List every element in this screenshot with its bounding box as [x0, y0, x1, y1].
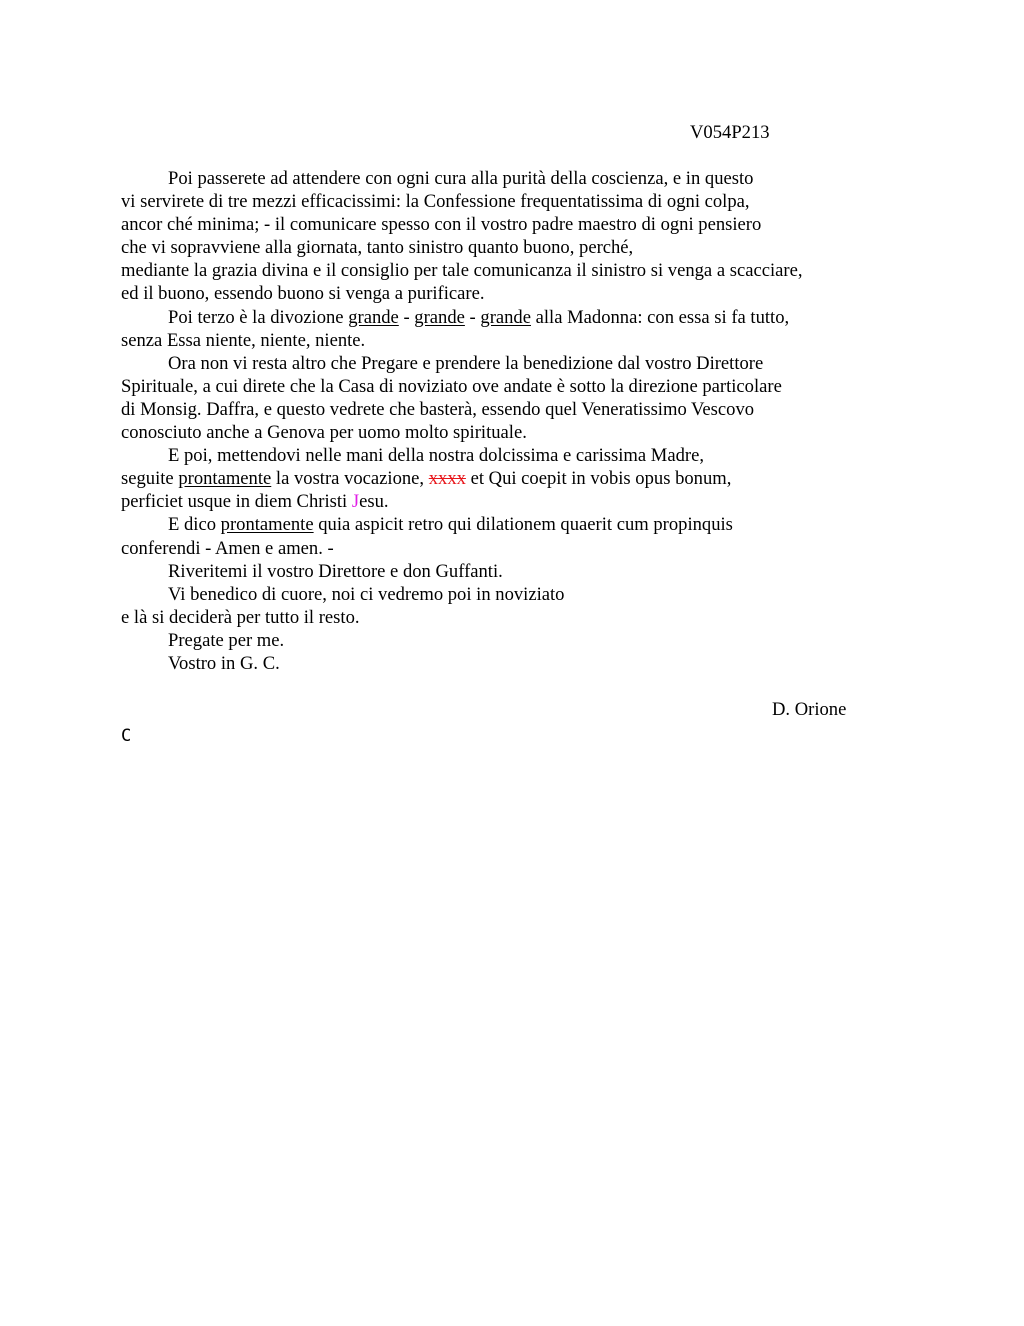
struck-text: xxxx — [428, 468, 466, 490]
letter-line: vi servirete di tre mezzi efficacissimi: la Confessione frequentatissima di ogni colpa, — [121, 191, 750, 213]
letter-line: Pregate per me. — [168, 629, 285, 651]
closing-line: Vostro in G. C. — [168, 652, 280, 674]
highlighted-letter: J — [351, 491, 360, 513]
letter-line: conosciuto anche a Genova per uomo molto spirituale. — [121, 422, 527, 444]
text-segment: quia aspicit retro qui dilationem quaerit cum propinquis — [313, 514, 733, 536]
letter-line: Ora non vi resta altro che Pregare e prendere la benedizione dal vostro Direttore — [168, 352, 764, 374]
page-code: V054P213 — [690, 122, 770, 143]
letter-line: Poi passerete ad attendere con ogni cura alla purità della coscienza, e in questo — [168, 168, 754, 189]
letter-line: mediante la grazia divina e il consiglio per tale comunicanza il sinistro si venga a scacciare, — [121, 260, 803, 282]
text-segment: - — [464, 306, 481, 328]
letter-line: Riveritemi il vostro Direttore e don Guffanti. — [168, 560, 503, 582]
letter-line: che vi sopravviene alla giornata, tanto sinistro quanto buono, perché, — [121, 237, 634, 259]
letter-line — [121, 467, 881, 490]
text-segment: - — [398, 306, 415, 328]
letter-line: ancor ché minima; - il comunicare spesso con il vostro padre maestro di ogni pensiero — [121, 214, 762, 236]
letter-line: Vi benedico di cuore, noi ci vedremo poi in noviziato — [168, 583, 565, 605]
letter-line: Spirituale, a cui direte che la Casa di noviziato ove andate è sotto la direzione particolare — [121, 375, 782, 397]
letter-line: ed il buono, essendo buono si venga a purificare. — [121, 283, 485, 305]
text-segment: et Qui coepit in vobis opus bonum, — [465, 468, 732, 490]
text-segment: esu. — [359, 491, 389, 513]
text-segment: la vostra vocazione, — [271, 468, 429, 490]
underlined-word: grande — [480, 306, 531, 328]
letter-line: E poi, mettendovi nelle mani della nostra dolcissima e carissima Madre, — [168, 445, 704, 467]
underlined-word: grande — [414, 306, 465, 328]
letter-line: conferendi - Amen e amen. - — [121, 537, 334, 559]
signature: D. Orione — [772, 699, 847, 720]
underlined-word: prontamente — [178, 468, 272, 490]
text-segment: seguite — [121, 468, 179, 490]
text-segment: E dico — [168, 514, 221, 536]
letter-body — [121, 167, 881, 675]
footer-mark: C — [121, 726, 132, 746]
letter-line — [121, 490, 881, 513]
text-segment: perficiet usque in diem Christi — [121, 491, 352, 513]
letter-line — [121, 306, 881, 329]
text-segment: Poi terzo è la divozione — [168, 306, 349, 328]
letter-line: senza Essa niente, niente, niente. — [121, 329, 366, 351]
letter-line — [121, 513, 881, 536]
letter-line: di Monsig. Daffra, e questo vedrete che basterà, essendo quel Veneratissimo Vescovo — [121, 398, 755, 420]
underlined-word: prontamente — [220, 514, 314, 536]
letter-line: e là si deciderà per tutto il resto. — [121, 606, 360, 628]
text-segment: alla Madonna: con essa si fa tutto, — [530, 306, 790, 328]
underlined-word: grande — [348, 306, 399, 328]
